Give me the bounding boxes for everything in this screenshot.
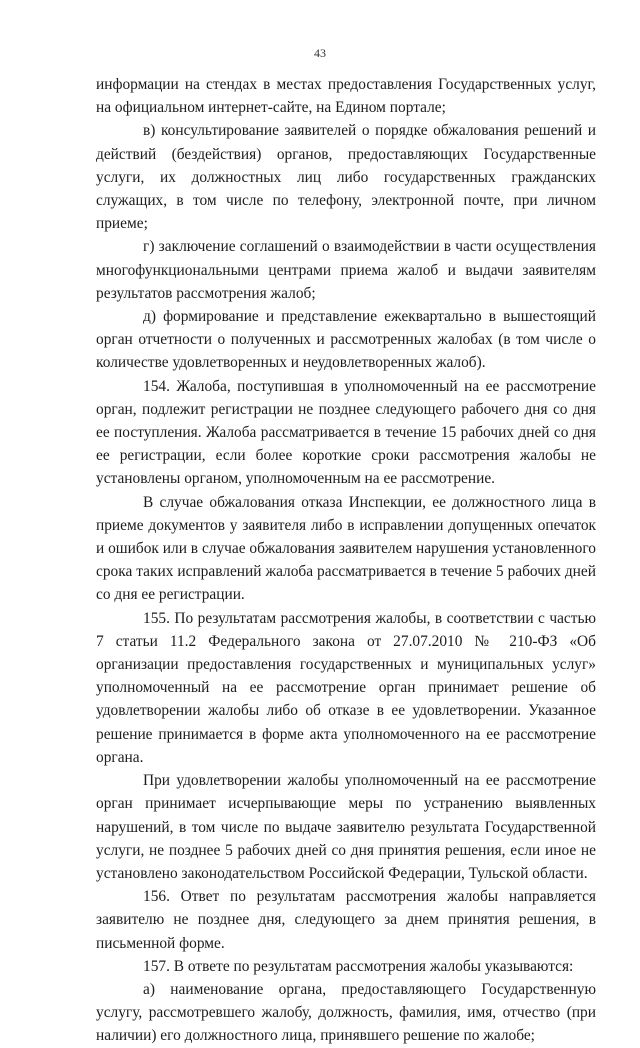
paragraph-156: 156. Ответ по результатам рассмотрения жалобы направляется заявителю не позднее дня, следующего за днем принятия решения, в письменной форме.: [96, 888, 596, 952]
paragraph-item-g: г) заключение соглашений о взаимодействии в части осуществления многофункциональными центрами приема жалоб и выдачи заявителям результатов рассмотрения жалоб;: [96, 238, 596, 302]
paragraph-154-appeal: В случае обжалования отказа Инспекции, ее должностного лица в приеме документов у заявителя либо в исправлении допущенных опечаток и ошибок или в случае обжалования заявителем нарушения установленного срока таких исправлений жалоба рассматривается в течение 5 рабочих дней со дня ее регистрации.: [96, 493, 596, 604]
paragraph-154: 154. Жалоба, поступившая в уполномоченный на ее рассмотрение орган, подлежит регистрации не позднее следующего рабочего дня со дня ее поступления. Жалоба рассматривается в течение 15 рабочих дней со дня ее регистрации, если более короткие сроки рассмотрения жалобы не установлены органом, уполномоченным на ее рассмотрение.: [96, 377, 596, 488]
paragraph-155-satisfaction: При удовлетворении жалобы уполномоченный на ее рассмотрение орган принимает исчерпывающие меры по устранению выявленных нарушений, в том числе по выдаче заявителю результата Государственной услуги, не позднее 5 рабочих дней со дня принятия решения, если иное не установлено законодательством Российской Федерации, Тульской области.: [96, 772, 596, 882]
paragraph-continuation: информации на стендах в местах предоставления Государственных услуг, на официальном интернет-сайте, на Едином портале;: [96, 76, 596, 117]
paragraph-item-v: в) консультирование заявителей о порядке обжалования решений и действий (бездействия) органов, предоставляющих Государственные услуги, их должностных лиц либо государственных гражданских служащих, в том числе по телефону, электронной почте, при личном приеме;: [96, 122, 596, 233]
paragraph-157-item-a: а) наименование органа, предоставляющего Государственную услугу, рассмотревшего жалобу, должность, фамилия, имя, отчество (при наличии) его должностного лица, принявшего решение по жалобе;: [96, 980, 596, 1045]
paragraph-155: 155. По результатам рассмотрения жалобы, в соответствии с частью 7 статьи 11.2 Федерального закона от 27.07.2010 № 210-ФЗ «Об организации предоставления государственных и муниципальных услуг» уполномоченный на ее рассмотрение орган принимает решение об удовлетворении жалобы либо об отказе в ее удовлетворении. Указанное решение принимается в форме акта уполномоченного на ее рассмотрение органа.: [96, 609, 596, 766]
page-number: 43: [314, 46, 326, 60]
document-body: [96, 73, 596, 1048]
paragraph-157: 157. В ответе по результатам рассмотрения жалобы указываются:: [143, 957, 574, 975]
paragraph-item-d: д) формирование и представление ежеквартально в вышестоящий орган отчетности о полученных и рассмотренных жалобах (в том числе о количестве удовлетворенных и неудовлетворенных жалоб).: [96, 308, 596, 372]
